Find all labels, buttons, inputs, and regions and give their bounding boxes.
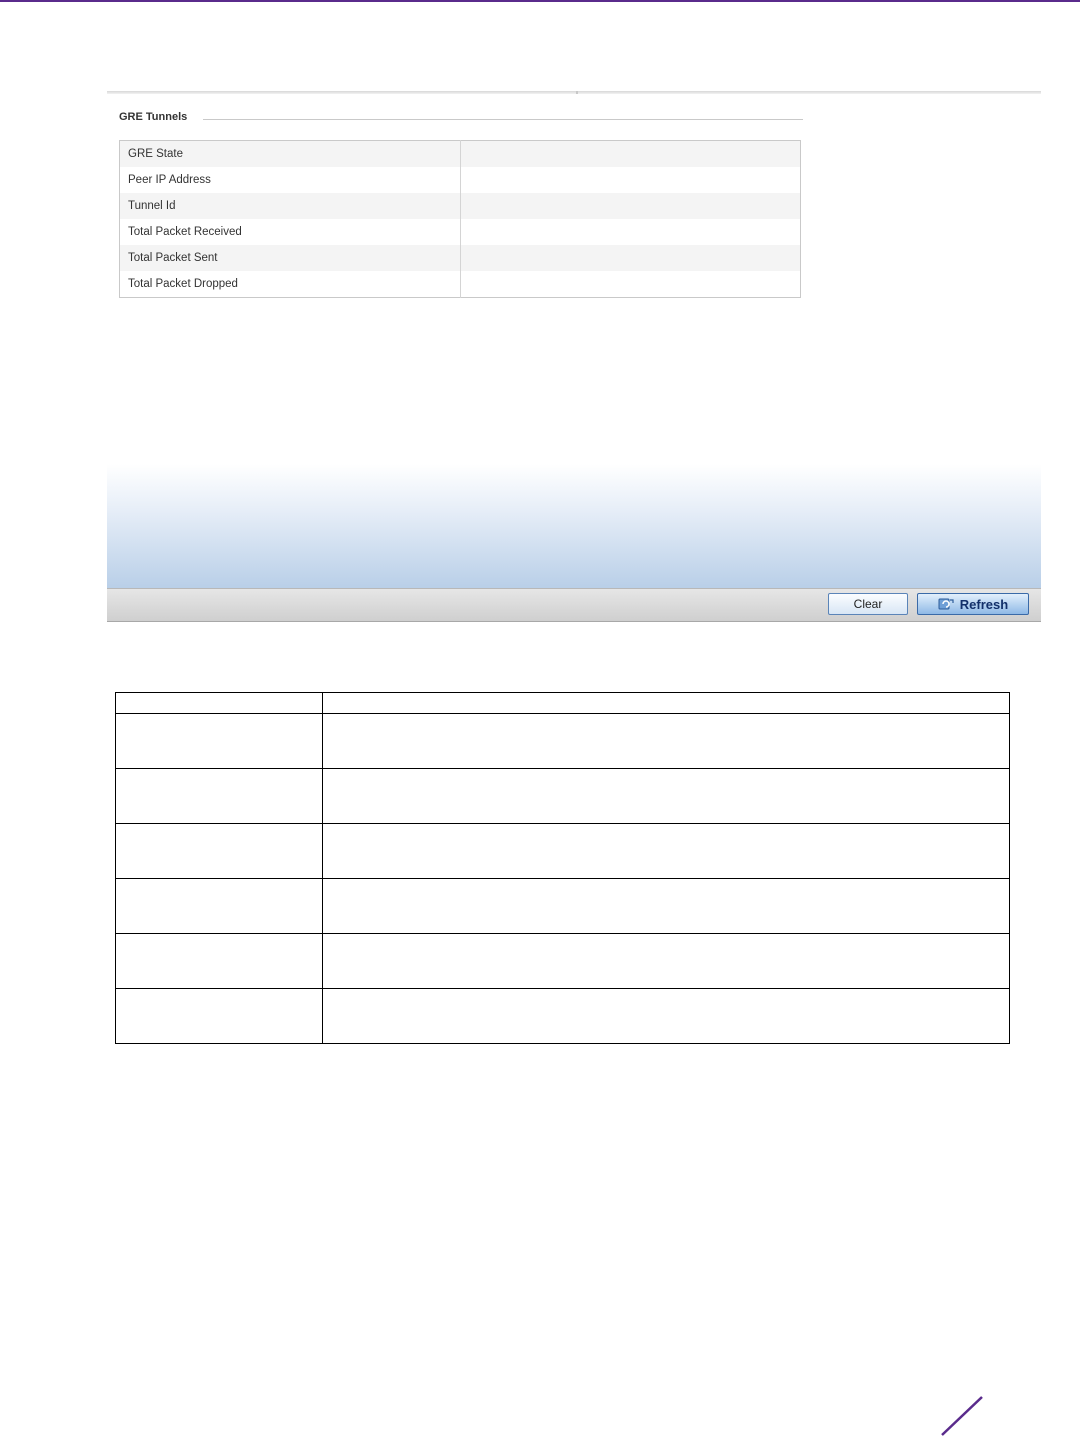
clear-button-label: Clear: [853, 597, 883, 611]
table-cell: [116, 714, 323, 769]
page-top-rule: [0, 0, 1080, 2]
table-row: [116, 824, 1010, 879]
header-cell: [323, 693, 1010, 714]
field-label: Total Packet Dropped: [120, 271, 461, 298]
field-value: [461, 167, 801, 193]
footer-toolbar: [107, 588, 1041, 622]
group-divider: [203, 119, 803, 120]
table-cell: [116, 824, 323, 879]
table-cell: [116, 769, 323, 824]
table-row: [116, 879, 1010, 934]
refresh-button-label: Refresh: [959, 596, 1009, 612]
group-title-gre-tunnels: GRE Tunnels: [119, 111, 188, 123]
table-row: [120, 271, 801, 298]
panel-background-gradient: [107, 464, 1041, 588]
clear-button[interactable]: [828, 593, 908, 615]
table-row: [120, 193, 801, 219]
refresh-icon: [938, 597, 954, 611]
table-row: [116, 714, 1010, 769]
field-label: Tunnel Id: [120, 193, 461, 219]
gre-tunnels-table: [119, 140, 801, 298]
panel-top-border: [107, 91, 1041, 94]
table-row: [120, 219, 801, 245]
field-label: Peer IP Address: [120, 167, 461, 193]
description-table: [115, 692, 1010, 1044]
table-cell: [323, 824, 1010, 879]
table-row: [120, 245, 801, 271]
table-row: [116, 989, 1010, 1044]
table-cell: [323, 879, 1010, 934]
gre-tunnels-screenshot: [107, 88, 1041, 620]
header-cell: [116, 693, 323, 714]
table-row: [120, 167, 801, 193]
field-value: [461, 193, 801, 219]
table-cell: [323, 934, 1010, 989]
table-row: [120, 141, 801, 168]
table-cell: [323, 769, 1010, 824]
field-value: [461, 141, 801, 168]
table-cell: [323, 989, 1010, 1044]
table-cell: [116, 934, 323, 989]
field-label: Total Packet Sent: [120, 245, 461, 271]
field-value: [461, 245, 801, 271]
table-row: [116, 769, 1010, 824]
table-cell: [116, 989, 323, 1044]
field-value: [461, 219, 801, 245]
table-header-row: [116, 693, 1010, 714]
table-row: [116, 934, 1010, 989]
field-label: GRE State: [120, 141, 461, 168]
table-cell: [323, 714, 1010, 769]
field-label: Total Packet Received: [120, 219, 461, 245]
table-cell: [116, 879, 323, 934]
refresh-button[interactable]: [917, 593, 1029, 615]
field-value: [461, 271, 801, 298]
